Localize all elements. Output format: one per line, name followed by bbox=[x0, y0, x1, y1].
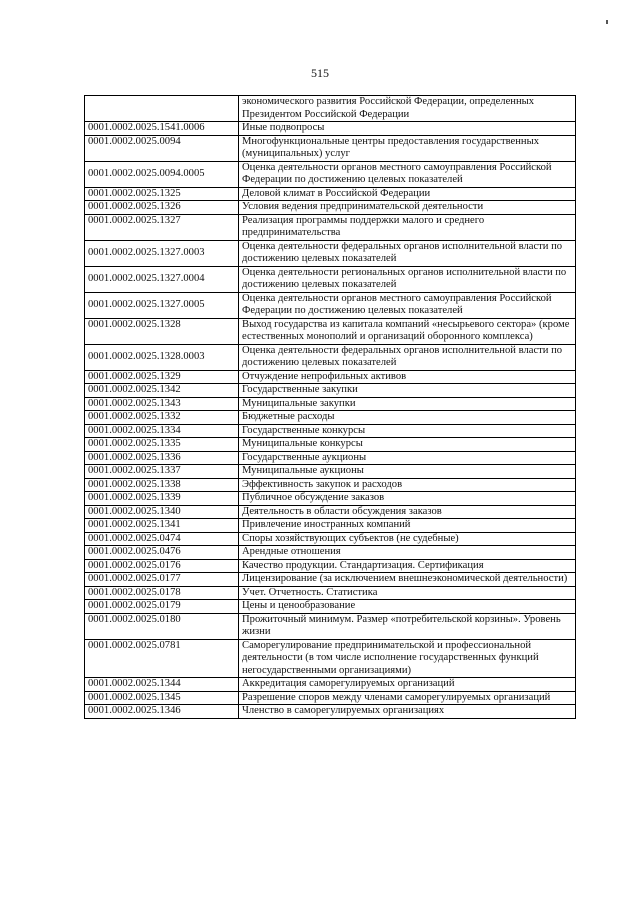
table-row bbox=[85, 465, 576, 479]
row-description: Муниципальные закупки bbox=[239, 397, 576, 411]
row-code: 0001.0002.0025.1329 bbox=[85, 370, 239, 384]
row-description: Публичное обсуждение заказов bbox=[239, 492, 576, 506]
table-row bbox=[85, 240, 576, 266]
table-row bbox=[85, 505, 576, 519]
table-row bbox=[85, 266, 576, 292]
table-row bbox=[85, 292, 576, 318]
row-code: 0001.0002.0025.1327.0003 bbox=[85, 240, 239, 266]
row-description: Отчуждение непрофильных активов bbox=[239, 370, 576, 384]
table-row bbox=[85, 135, 576, 161]
row-code: 0001.0002.0025.0176 bbox=[85, 559, 239, 573]
row-code: 0001.0002.0025.0094.0005 bbox=[85, 161, 239, 187]
table-row bbox=[85, 161, 576, 187]
row-code: 0001.0002.0025.0094 bbox=[85, 135, 239, 161]
row-description: Привлечение иностранных компаний bbox=[239, 519, 576, 533]
table-row bbox=[85, 397, 576, 411]
table-row bbox=[85, 438, 576, 452]
row-code: 0001.0002.0025.1327.0004 bbox=[85, 266, 239, 292]
row-description: Оценка деятельности федеральных органов исполнительной власти по достижению целевых показателей bbox=[239, 240, 576, 266]
table-row bbox=[85, 318, 576, 344]
row-description: Эффективность закупок и расходов bbox=[239, 478, 576, 492]
table-row bbox=[85, 384, 576, 398]
row-code: 0001.0002.0025.1541.0006 bbox=[85, 122, 239, 136]
row-description: Разрешение споров между членами саморегулируемых организаций bbox=[239, 691, 576, 705]
page-number: 515 bbox=[311, 66, 329, 80]
row-code: 0001.0002.0025.1342 bbox=[85, 384, 239, 398]
row-description: экономического развития Российской Федерации, определенных Президентом Российской Федерации bbox=[239, 96, 576, 122]
row-code: 0001.0002.0025.1343 bbox=[85, 397, 239, 411]
row-description: Лицензирование (за исключением внешнеэкономической деятельности) bbox=[239, 573, 576, 587]
row-code: 0001.0002.0025.1336 bbox=[85, 451, 239, 465]
row-description: Муниципальные конкурсы bbox=[239, 438, 576, 452]
row-code: 0001.0002.0025.0781 bbox=[85, 639, 239, 678]
row-code: 0001.0002.0025.1327.0005 bbox=[85, 292, 239, 318]
row-description: Бюджетные расходы bbox=[239, 411, 576, 425]
row-description: Деловой климат в Российской Федерации bbox=[239, 187, 576, 201]
row-description: Выход государства из капитала компаний «несырьевого сектора» (кроме естественных монополий и организаций оборонного комплекса) bbox=[239, 318, 576, 344]
row-code: 0001.0002.0025.1328.0003 bbox=[85, 344, 239, 370]
row-code: 0001.0002.0025.1344 bbox=[85, 678, 239, 692]
table-row bbox=[85, 639, 576, 678]
row-description: Государственные конкурсы bbox=[239, 424, 576, 438]
row-code: 0001.0002.0025.1340 bbox=[85, 505, 239, 519]
row-description: Учет. Отчетность. Статистика bbox=[239, 586, 576, 600]
row-code: 0001.0002.0025.1338 bbox=[85, 478, 239, 492]
row-code: 0001.0002.0025.0180 bbox=[85, 613, 239, 639]
table-row bbox=[85, 546, 576, 560]
row-description: Деятельность в области обсуждения заказов bbox=[239, 505, 576, 519]
table-row bbox=[85, 96, 576, 122]
row-code: 0001.0002.0025.1328 bbox=[85, 318, 239, 344]
table-row bbox=[85, 214, 576, 240]
row-description: Оценка деятельности региональных органов исполнительной власти по достижению целевых показателей bbox=[239, 266, 576, 292]
row-code: 0001.0002.0025.1334 bbox=[85, 424, 239, 438]
row-description: Муниципальные аукционы bbox=[239, 465, 576, 479]
row-code: 0001.0002.0025.1332 bbox=[85, 411, 239, 425]
table-row bbox=[85, 424, 576, 438]
classifier-table-body bbox=[85, 96, 576, 719]
row-description: Многофункциональные центры предоставления государственных (муниципальных) услуг bbox=[239, 135, 576, 161]
table-row bbox=[85, 411, 576, 425]
row-code: 0001.0002.0025.1339 bbox=[85, 492, 239, 506]
row-code: 0001.0002.0025.0476 bbox=[85, 546, 239, 560]
table-row bbox=[85, 344, 576, 370]
row-code: 0001.0002.0025.0474 bbox=[85, 532, 239, 546]
table-row bbox=[85, 122, 576, 136]
table-row bbox=[85, 613, 576, 639]
row-code: 0001.0002.0025.0177 bbox=[85, 573, 239, 587]
table-row bbox=[85, 586, 576, 600]
table-row bbox=[85, 691, 576, 705]
table-row bbox=[85, 519, 576, 533]
row-description: Прожиточный минимум. Размер «потребительской корзины». Уровень жизни bbox=[239, 613, 576, 639]
row-description: Споры хозяйствующих субъектов (не судебные) bbox=[239, 532, 576, 546]
row-code: 0001.0002.0025.1341 bbox=[85, 519, 239, 533]
table-row bbox=[85, 532, 576, 546]
row-code: 0001.0002.0025.0179 bbox=[85, 600, 239, 614]
row-description: Оценка деятельности федеральных органов исполнительной власти по достижению целевых показателей bbox=[239, 344, 576, 370]
row-description: Условия ведения предпринимательской деятельности bbox=[239, 201, 576, 215]
row-description: Саморегулирование предпринимательской и профессиональной деятельности (в том числе исполнение государственных функций негосударственными организациями) bbox=[239, 639, 576, 678]
row-description: Государственные аукционы bbox=[239, 451, 576, 465]
row-code: 0001.0002.0025.1346 bbox=[85, 705, 239, 719]
row-description: Арендные отношения bbox=[239, 546, 576, 560]
row-code: 0001.0002.0025.1345 bbox=[85, 691, 239, 705]
row-code bbox=[85, 96, 239, 122]
table-row bbox=[85, 705, 576, 719]
table-row bbox=[85, 370, 576, 384]
table-row bbox=[85, 451, 576, 465]
scan-artifact bbox=[606, 20, 608, 24]
row-description: Членство в саморегулируемых организациях bbox=[239, 705, 576, 719]
row-code: 0001.0002.0025.1335 bbox=[85, 438, 239, 452]
row-code: 0001.0002.0025.1326 bbox=[85, 201, 239, 215]
table-row bbox=[85, 573, 576, 587]
row-code: 0001.0002.0025.1325 bbox=[85, 187, 239, 201]
row-description: Оценка деятельности органов местного самоуправления Российской Федерации по достижению целевых показателей bbox=[239, 292, 576, 318]
table-row bbox=[85, 492, 576, 506]
row-description: Реализация программы поддержки малого и среднего предпринимательства bbox=[239, 214, 576, 240]
row-description: Качество продукции. Стандартизация. Сертификация bbox=[239, 559, 576, 573]
row-code: 0001.0002.0025.0178 bbox=[85, 586, 239, 600]
row-description: Цены и ценообразование bbox=[239, 600, 576, 614]
table-row bbox=[85, 678, 576, 692]
row-description: Аккредитация саморегулируемых организаций bbox=[239, 678, 576, 692]
table-row bbox=[85, 187, 576, 201]
row-code: 0001.0002.0025.1337 bbox=[85, 465, 239, 479]
row-description: Иные подвопросы bbox=[239, 122, 576, 136]
classifier-table bbox=[84, 95, 576, 719]
row-description: Оценка деятельности органов местного самоуправления Российской Федерации по достижению целевых показателей bbox=[239, 161, 576, 187]
table-row bbox=[85, 478, 576, 492]
row-code: 0001.0002.0025.1327 bbox=[85, 214, 239, 240]
table-row bbox=[85, 201, 576, 215]
table-row bbox=[85, 559, 576, 573]
table-row bbox=[85, 600, 576, 614]
row-description: Государственные закупки bbox=[239, 384, 576, 398]
